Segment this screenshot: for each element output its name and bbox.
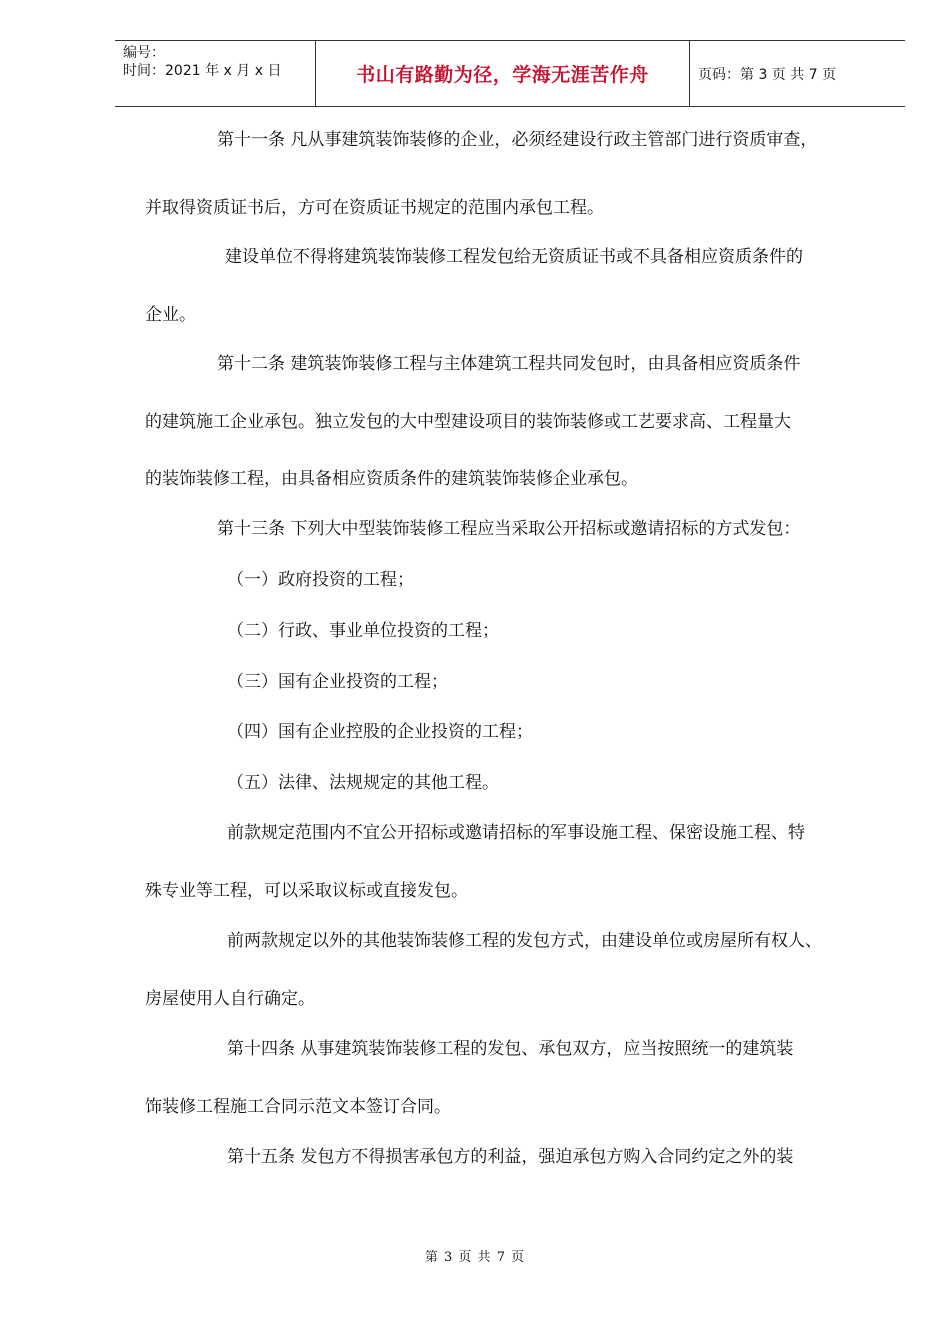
text-line: 殊专业等工程，可以采取议标或直接发包。 — [145, 881, 468, 901]
time-label: 时间：2021 年 x 月 x 日 — [123, 63, 282, 79]
list-item: （二）行政、事业单位投资的工程； — [227, 621, 499, 641]
list-item: （四）国有企业控股的企业投资的工程； — [227, 722, 533, 742]
text-line: 企业。 — [145, 305, 196, 325]
list-item: （三）国有企业投资的工程； — [227, 672, 448, 692]
page-info-text: 页码：第 3 页 共 7 页 — [698, 66, 837, 83]
serial-label: 编号： — [123, 45, 165, 61]
text-line: 第十五条 发包方不得损害承包方的利益，强迫承包方购入合同约定之外的装 — [227, 1147, 794, 1167]
text-line: 前款规定范围内不宜公开招标或邀请招标的军事设施工程、保密设施工程、特 — [227, 823, 805, 843]
footer-page-number: 第 3 页 共 7 页 — [424, 1250, 526, 1265]
text-line: 第十三条 下列大中型装饰装修工程应当采取公开招标或邀请招标的方式发包： — [217, 519, 801, 539]
text-line: 前两款规定以外的其他装饰装修工程的发包方式，由建设单位或房屋所有权人、 — [227, 931, 822, 951]
page-footer — [0, 1246, 950, 1265]
header-motto-cell — [316, 41, 690, 106]
header-meta — [115, 41, 316, 106]
text-line: 建设单位不得将建筑装饰装修工程发包给无资质证书或不具备相应资质条件的 — [225, 247, 803, 267]
text-line: 第十一条 凡从事建筑装饰装修的企业，必须经建设行政主管部门进行资质审查， — [217, 130, 818, 150]
text-line: 的建筑施工企业承包。独立发包的大中型建设项目的装饰装修或工艺要求高、工程量大 — [145, 412, 791, 432]
text-line: 的装饰装修工程，由具备相应资质条件的建筑装饰装修企业承包。 — [145, 469, 638, 489]
text-line: 房屋使用人自行确定。 — [145, 989, 315, 1009]
text-line: 第十二条 建筑装饰装修工程与主体建筑工程共同发包时，由具备相应资质条件 — [217, 354, 801, 374]
header-page-info — [690, 41, 905, 106]
list-item: （五）法律、法规规定的其他工程。 — [227, 773, 499, 793]
text-line: 第十四条 从事建筑装饰装修工程的发包、承包双方，应当按照统一的建筑装 — [227, 1039, 794, 1059]
motto-text: 书山有路勤为径，学海无涯苦作舟 — [356, 64, 649, 86]
text-line: 饰装修工程施工合同示范文本签订合同。 — [145, 1097, 451, 1117]
page-header — [115, 40, 905, 107]
text-line: 并取得资质证书后，方可在资质证书规定的范围内承包工程。 — [145, 198, 604, 218]
list-item: （一）政府投资的工程； — [227, 570, 414, 590]
